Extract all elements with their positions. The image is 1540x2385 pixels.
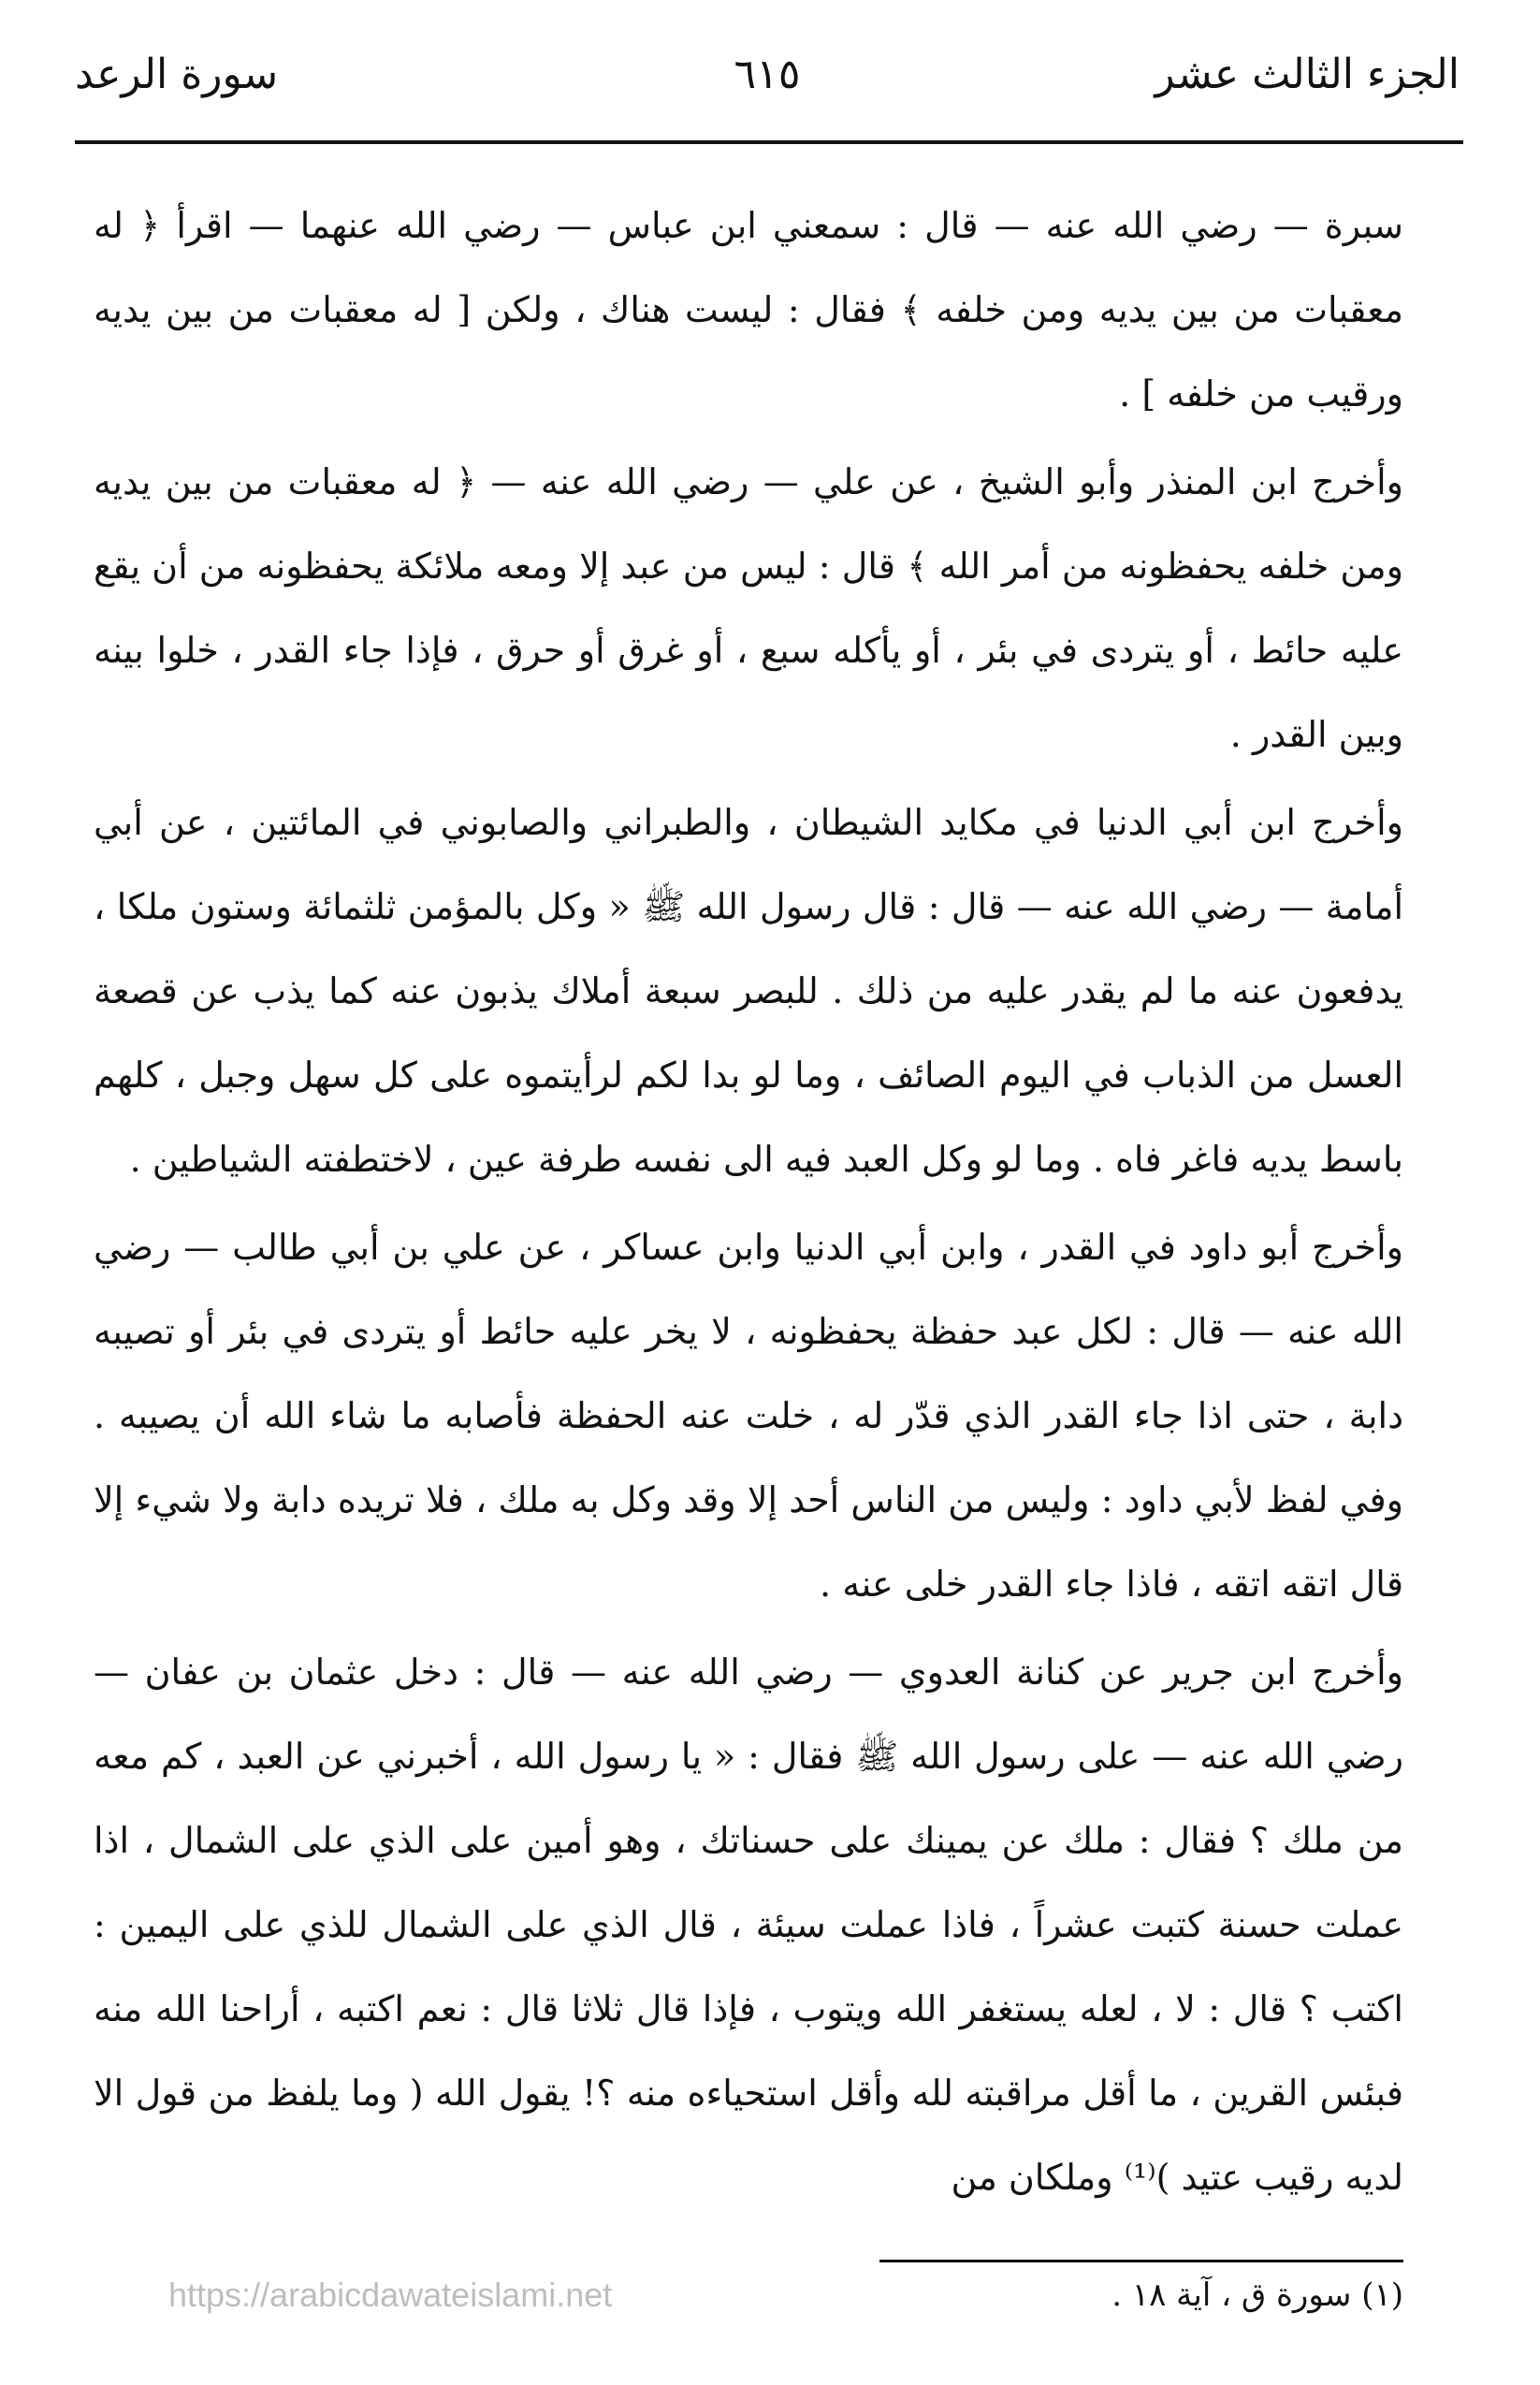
footnote: (١) سورة ق ، آية ١٨ . [1111, 2276, 1403, 2314]
paragraph: سبرة — رضي الله عنه — قال : سمعني ابن عباس — رضي الله عنهما — اقرأ ﴿ له معقبات من بين يديه ومن خلفه ﴾ فقال : ليست هناك ، ولكن [ له معقبات من بين يديه ورقيب من خلفه ] . [94, 205, 1403, 414]
part-title: الجزء الثالث عشر [1155, 51, 1460, 98]
paragraph: وأخرج ابن جرير عن كنانة العدوي — رضي الله عنه — قال : دخل عثمان بن عفان — رضي الله عنه — على رسول الله ﷺ فقال : « يا رسول الله ، أخبرني عن العبد ، كم معه من ملك ؟ فقال : ملك عن يمينك على حسناتك ، وهو أمين على الذي على الشمال ، اذا عملت حسنة كتبت عشراً ، فاذا عملت سيئة ، قال الذي على الشمال للذي على اليمين : اكتب ؟ قال : لا ، لعله يستغفر الله ويتوب ، فإذا قال ثلاثا قال : نعم اكتبه ، أراحنا الله منه فبئس القرين ، ما أقل مراقبته لله وأقل استحياءه منه ؟! يقول الله ( وما يلفظ من قول الا لديه رقيب عتيد )⁽¹⁾ وملكان من [94, 1651, 1403, 2198]
paragraph: وأخرج ابن المنذر وأبو الشيخ ، عن علي — رضي الله عنه — ﴿ له معقبات من بين يديه ومن خلفه يحفظونه من أمر الله ﴾ قال : ليس من عبد إلا ومعه ملائكة يحفظونه من أن يقع عليه حائط ، أو يتردى في بئر ، أو يأكله سبع ، أو غرق أو حرق ، فإذا جاء القدر ، خلوا بينه وبين القدر . [94, 461, 1403, 755]
page-number: ٦١٥ [734, 51, 801, 98]
footnote-divider [879, 2260, 1403, 2262]
paragraph: وأخرج ابن أبي الدنيا في مكايد الشيطان ، والطبراني والصابوني في المائتين ، عن أبي أمامة — رضي الله عنه — قال : قال رسول الله ﷺ « وكل بالمؤمن ثلثمائة وستون ملكا ، يدفعون عنه ما لم يقدر عليه من ذلك . للبصر سبعة أملاك يذبون عنه كما يذب عن قصعة العسل من الذباب في اليوم الصائف ، وما لو بدا لكم لرأيتموه على كل سهل وجبل ، كلهم باسط يديه فاغر فاه . وما لو وكل العبد فيه الى نفسه طرفة عين ، لاختطفته الشياطين . [94, 802, 1403, 1180]
page-header [75, 47, 1460, 112]
paragraph: وأخرج أبو داود في القدر ، وابن أبي الدنيا وابن عساكر ، عن علي بن أبي طالب — رضي الله عنه — قال : لكل عبد حفظة يحفظونه ، لا يخر عليه حائط أو يتردى في بئر أو تصيبه دابة ، حتى اذا جاء القدر الذي قدّر له ، خلت عنه الحفظة فأصابه ما شاء الله أن يصيبه . وفي لفظ لأبي داود : وليس من الناس أحد إلا وقد وكل به ملك ، فلا تريده دابة ولا شيء إلا قال اتقه اتقه ، فاذا جاء القدر خلى عنه . [94, 1227, 1403, 1605]
page-body [94, 183, 1403, 2219]
surah-title: سورة الرعد [75, 51, 279, 98]
watermark-url: https://arabicdawateislami.net [168, 2276, 613, 2314]
header-divider [75, 140, 1463, 144]
